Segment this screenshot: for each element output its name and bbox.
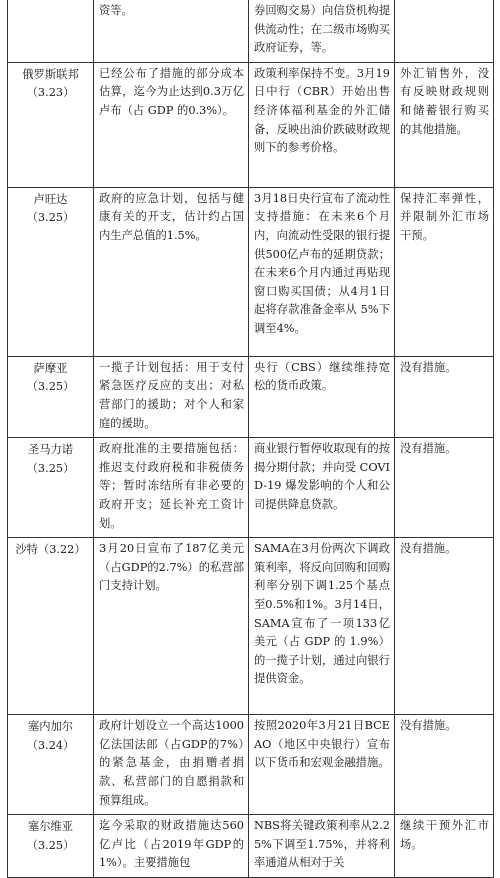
table-row [8, 815, 494, 878]
fiscal-cell: 政府批准的主要措施包括：推迟支付政府税和非税债务等；暂时冻结所有非必要的政府开支；延长补充工资计划。 [94, 438, 249, 538]
fiscal-cell: 政府计划设立一个高达1000亿法国法郎（占GDP的7%）的紧急基金，由捐赠者捐款、私营部门的自愿捐款和预算组成。 [94, 715, 249, 815]
fiscal-cell: 一揽子计划包括：用于支付紧急医疗反应的支出；对私营部门的援助；对个人和家庭的援助。 [94, 356, 249, 437]
table-row [8, 438, 494, 538]
monetary-cell: 商业银行暂停收取现有的按揭分期付款；并向受 COVID-19 爆发影响的个人和公司提供降息贷款。 [249, 438, 395, 538]
other-cell: 继续干预外汇市场。 [395, 815, 494, 878]
country-cell [8, 0, 94, 62]
fiscal-cell: 迄今采取的财政措施达560亿卢比（占2019年GDP的1%）。主要措施包 [94, 815, 249, 878]
other-cell: 没有措施。 [395, 438, 494, 538]
country-cell: 圣马力诺 （3.25） [8, 438, 94, 538]
country-cell: 萨摩亚 （3.25） [8, 356, 94, 437]
fiscal-cell: 已经公布了措施的部分成本估算，迄今为止达到0.3万亿卢布（占 GDP 的0.3%）。 [94, 62, 249, 187]
table-row [8, 356, 494, 437]
table-row [8, 715, 494, 815]
monetary-cell: 央行（CBS）继续维持宽松的货币政策。 [249, 356, 395, 437]
monetary-cell: SAMA在3月份两次下调政策利率，将反向回购和回购利率分别下调1.25个基点至0.5%和1%。3月14日，SAMA宣布了一项133亿美元（占 GDP 的 1.9%）的一揽子计划，通过向银行提供资金。 [249, 538, 395, 715]
monetary-cell: NBS将关键政策利率从2.25%下调至1.75%，并将利率通道从相对于关 [249, 815, 395, 878]
table-row [8, 187, 494, 356]
policy-response-table [7, 0, 494, 878]
country-cell: 塞尔维亚 （3.25） [8, 815, 94, 878]
table-row [8, 0, 494, 62]
country-cell: 沙特（3.22） [8, 538, 94, 715]
country-cell: 塞内加尔 （3.24） [8, 715, 94, 815]
other-cell [395, 0, 494, 62]
other-cell: 没有措施。 [395, 538, 494, 715]
other-cell: 没有措施。 [395, 715, 494, 815]
monetary-cell: 政策利率保持不变。3月19日中行（CBR）开始出售经济体福利基金的外汇储备，反映出油价跌破财政规则下的参考价格。 [249, 62, 395, 187]
fiscal-cell: 3月20日宣布了187亿美元（占GDP的2.7%）的私营部门支持计划。 [94, 538, 249, 715]
other-cell: 保持汇率弹性，并限制外汇市场干预。 [395, 187, 494, 356]
monetary-cell: 3月18日央行宣布了流动性支持措施：在未来6个月内，向流动性受限的银行提供500亿卢布的延期贷款；在未来6个月内通过再贴现窗口购买国债；从4月1日起将存款准备金率从 5%下调至4%。 [249, 187, 395, 356]
fiscal-cell: 政府的应急计划，包括与健康有关的开支，估计约占国内生产总值的1.5%。 [94, 187, 249, 356]
other-cell: 外汇销售外，没有反映财政规则和储蓄银行购买的其他措施。 [395, 62, 494, 187]
fiscal-cell: 资等。 [94, 0, 249, 62]
table-row [8, 62, 494, 187]
country-cell: 俄罗斯联邦 （3.23） [8, 62, 94, 187]
monetary-cell: 按照2020年3月21日BCEAO（地区中央银行）宣布以下货币和宏观金融措施。 [249, 715, 395, 815]
monetary-cell: 券回购交易）向信贷机构提供流动性；在二级市场购买政府证券，等。 [249, 0, 395, 62]
other-cell: 没有措施。 [395, 356, 494, 437]
country-cell: 卢旺达 （3.25） [8, 187, 94, 356]
table-row [8, 538, 494, 715]
